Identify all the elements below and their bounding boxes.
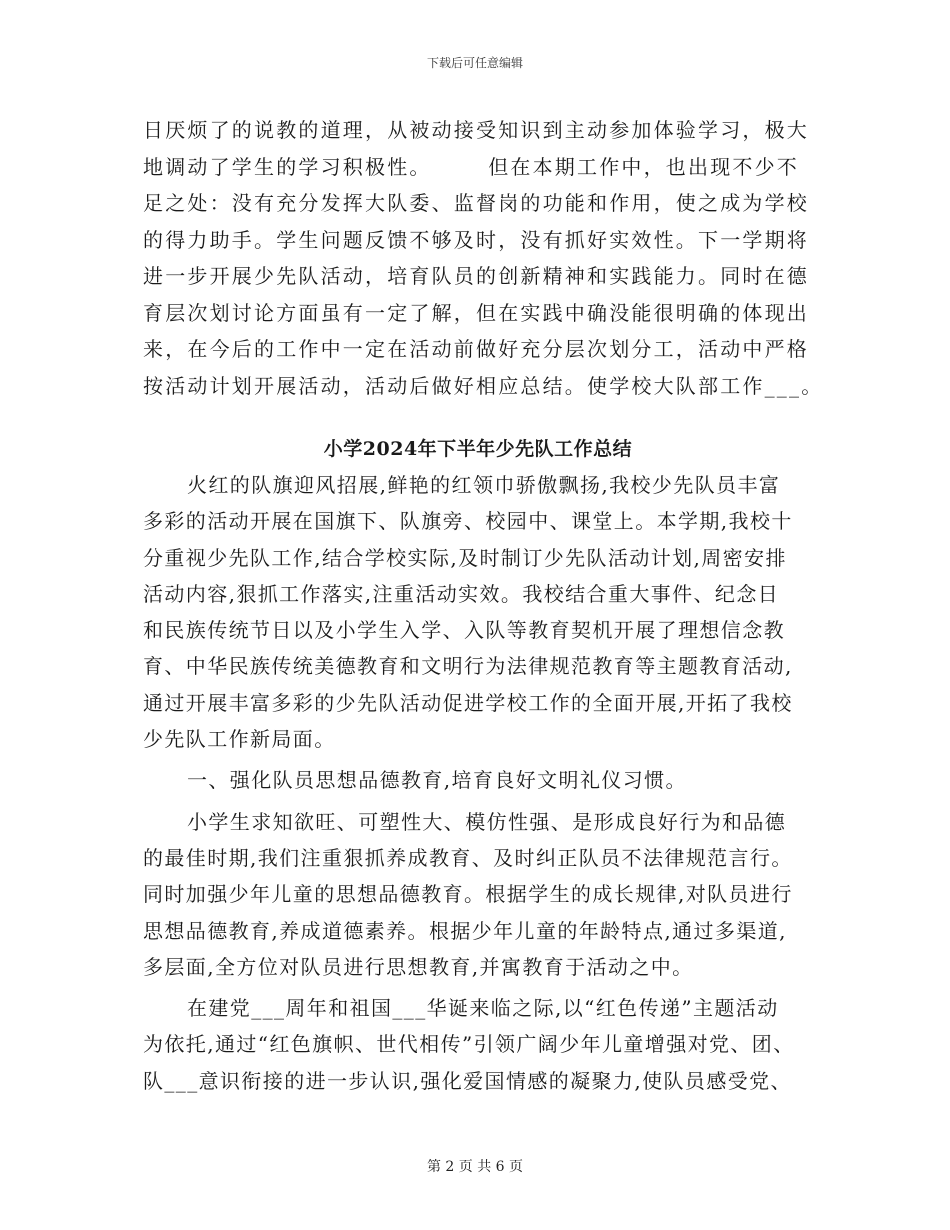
section-heading: 一、强化队员思想品德教育,培育良好文明礼仪习惯。 [187, 768, 687, 793]
paragraph-line: 思想品德教育,养成道德素养。根据少年儿童的年龄特点,通过多渠道, [143, 918, 787, 943]
paragraph-line: 队___意识衔接的进一步认识,强化爱国情感的凝聚力,使队员感受党、 [143, 1068, 792, 1093]
paragraph-line: 同时加强少年儿童的思想品德教育。根据学生的成长规律,对队员进行 [143, 882, 793, 907]
text-line: 育层次划讨论方面虽有一定了解，但在实践中确没能很明确的体现出 [143, 300, 809, 325]
text-line: 来，在今后的工作中一定在活动前做好充分层次划分工，活动中严格 [143, 337, 809, 361]
paragraph-line: 火红的队旗迎风招展,鲜艳的红领巾骄傲飘扬,我校少先队员丰富 [187, 473, 781, 497]
paragraph-line: 育、中华民族传统美德教育和文明行为法律规范教育等主题教育活动, [143, 654, 793, 679]
text-line: 日厌烦了的说教的道理，从被动接受知识到主动参加体验学习，极大 [143, 118, 809, 142]
text-line: 地调动了学生的学习积极性。 但在本期工作中，也出现不少不 [143, 154, 799, 179]
summary-section [143, 467, 813, 1099]
paragraph-line: 多层面,全方位对队员进行思想教育,并寓教育于活动之中。 [143, 954, 694, 979]
paragraph-line: 和民族传统节日以及小学生入学、入队等教育契机开展了理想信念教 [143, 618, 785, 643]
paragraph-line: 多彩的活动开展在国旗下、队旗旁、校园中、课堂上。本学期,我校十 [143, 509, 793, 534]
paragraph-line: 分重视少先队工作,结合学校实际,及时制订少先队活动计划,周密安排 [143, 545, 787, 570]
paragraph-line: 活动内容,狠抓工作落实,注重活动实效。我校结合重大事件、纪念日 [143, 581, 780, 606]
paragraph-line: 小学生求知欲旺、可塑性大、模仿性强、是形成良好行为和品德 [187, 809, 787, 834]
page-number: 第 2 页 共 6 页 [426, 1159, 524, 1175]
page-header: 下载后可任意编辑 [426, 56, 523, 70]
document-body [143, 112, 824, 1099]
text-line: 的得力助手。学生问题反馈不够及时，没有抓好实效性。下一学期将 [143, 227, 809, 252]
continued-section [143, 112, 824, 404]
paragraph-line: 通过开展丰富多彩的少先队活动促进学校工作的全面开展,开拓了我校 [143, 690, 793, 715]
paragraph-line: 的最佳时期,我们注重狠抓养成教育、及时纠正队员不法律规范言行。 [143, 845, 793, 870]
paragraph-line: 少先队工作新局面。 [143, 727, 336, 752]
paragraph-line: 为依托,通过“红色旗帜、世代相传”引领广阔少年儿童增强对党、团、 [143, 1032, 795, 1057]
text-line: 进一步开展少先队活动，培育队员的创新精神和实践能力。同时在德 [143, 264, 809, 288]
paragraph-line: 在建党___周年和祖国___华诞来临之际,以“红色传递”主题活动 [187, 996, 779, 1021]
text-line: 按活动计划开展活动，活动后做好相应总结。使学校大队部工作___。 [143, 373, 824, 398]
document-title: 小学2024年下半年少先队工作总结 [323, 438, 633, 460]
text-line: 足之处：没有充分发挥大队委、监督岗的功能和作用，使之成为学校 [143, 191, 809, 215]
